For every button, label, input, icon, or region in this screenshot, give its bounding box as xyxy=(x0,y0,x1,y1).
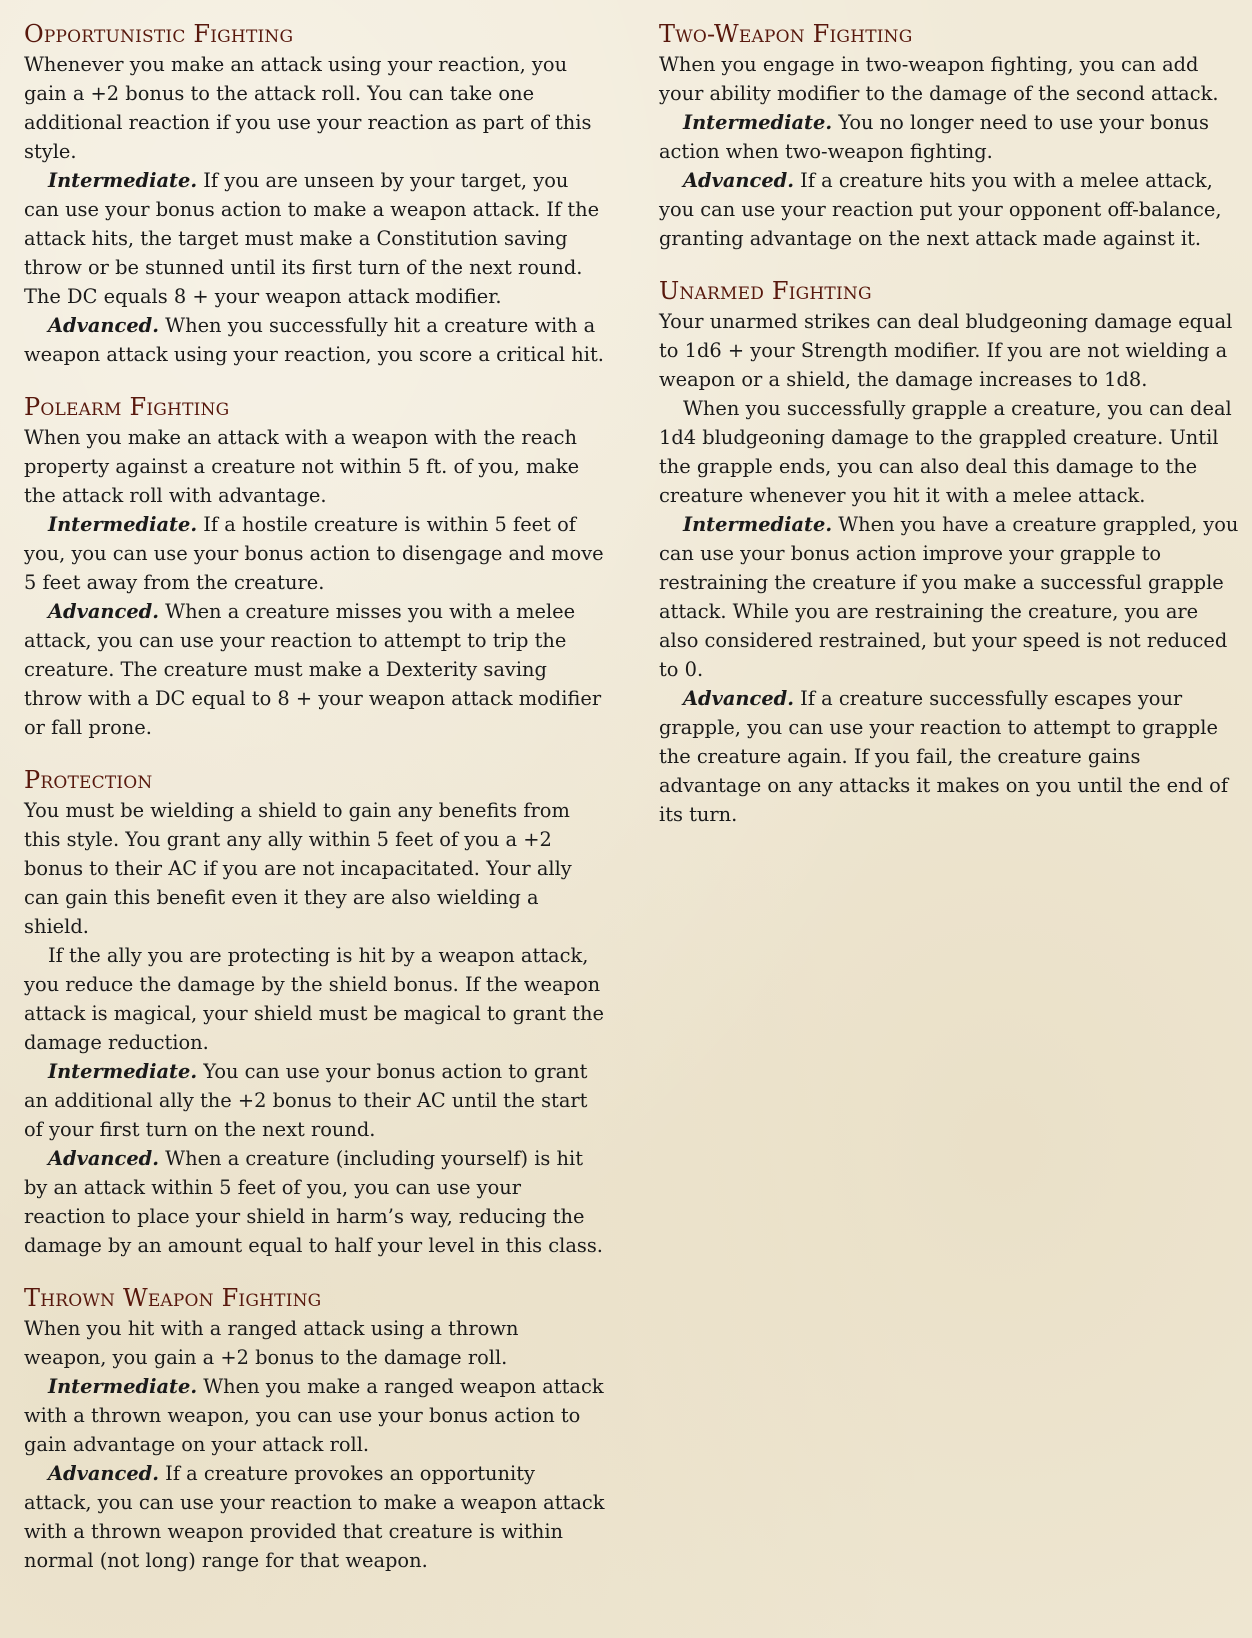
intermediate-label: Intermediate. xyxy=(683,513,833,536)
paragraph-text: When you have a creature grappled, you can use your bonus action improve your grapple to restraining the creature if you make a successful grapple attack. While you are restraining the creature, you are also considered restrained, but your speed is not reduced to 0. xyxy=(659,513,1239,681)
paragraph: When you make an attack with a weapon with the reach property against a creature not within 5 ft. of you, make the attack roll with advantage. xyxy=(24,426,580,507)
paragraph-text: If a creature successfully escapes your grapple, you can use your reaction to attempt to grapple the creature again. If you fail, the creature gains advantage on any attacks it makes on you until the end of its turn. xyxy=(659,687,1229,826)
section-two-weapon-fighting xyxy=(659,18,1241,253)
advanced-label: Advanced. xyxy=(683,687,794,710)
intermediate-paragraph xyxy=(659,108,1241,166)
paragraph-text: If a hostile creature is within 5 feet of you, you can use your bonus action to disengage and move 5 feet away from the creature. xyxy=(24,513,604,594)
advanced-paragraph xyxy=(24,1144,606,1260)
section-opportunistic-fighting xyxy=(24,18,606,369)
advanced-label: Advanced. xyxy=(48,1147,159,1170)
advanced-paragraph xyxy=(659,684,1241,829)
paragraph-text: If a creature hits you with a melee attack, you can use your reaction put your opponent off-balance, granting advantage on the next attack made against it. xyxy=(659,169,1222,250)
section-heading: Protection xyxy=(24,766,153,794)
intermediate-paragraph xyxy=(24,166,606,311)
paragraph: Whenever you make an attack using your reaction, you gain a +2 bonus to the attack roll. You can take one additional reaction if you use your reaction as part of this style. xyxy=(24,53,592,163)
paragraph-text: When a creature (including yourself) is hit by an attack within 5 feet of you, you can use your reaction to place your shield in harm’s way, reducing the damage by an amount equal to half your level in this class. xyxy=(24,1147,603,1257)
advanced-label: Advanced. xyxy=(48,314,159,337)
paragraph-text: If you are unseen by your target, you can use your bonus action to make a weapon attack. If the attack hits, the target must make a Constitution saving throw or be stunned until its first turn of the next round. The DC equals 8 + your weapon attack modifier. xyxy=(24,169,600,308)
advanced-paragraph xyxy=(24,597,606,742)
section-heading: Unarmed Fighting xyxy=(659,277,872,305)
paragraph: When you hit with a ranged attack using a thrown weapon, you gain a +2 bonus to the damage roll. xyxy=(24,1317,519,1369)
intermediate-label: Intermediate. xyxy=(48,1060,198,1083)
intermediate-label: Intermediate. xyxy=(48,169,198,192)
paragraph-text: When you successfully hit a creature with a weapon attack using your reaction, you score a critical hit. xyxy=(24,314,604,366)
intermediate-paragraph xyxy=(659,510,1241,684)
right-column xyxy=(659,18,1241,851)
paragraph: If the ally you are protecting is hit by a weapon attack, you reduce the damage by the shield bonus. If the weapon attack is magical, your shield must be magical to grant the damage reduction. xyxy=(24,944,605,1054)
section-heading: Two-Weapon Fighting xyxy=(659,20,913,48)
advanced-label: Advanced. xyxy=(683,169,794,192)
paragraph: When you engage in two-weapon fighting, you can add your ability modifier to the damage of the second attack. xyxy=(659,53,1219,105)
intermediate-label: Intermediate. xyxy=(48,513,198,536)
paragraph-text: If a creature provokes an opportunity attack, you can use your reaction to make a weapon attack with a thrown weapon provided that creature is within normal (not long) range for that weapon. xyxy=(24,1462,605,1572)
advanced-paragraph xyxy=(24,1459,606,1575)
paragraph: When you successfully grapple a creature, you can deal 1d4 bludgeoning damage to the grappled creature. Until the grapple ends, you can also deal this damage to the creature whenever you hit it with a melee attack. xyxy=(659,397,1232,507)
intermediate-paragraph xyxy=(24,1057,606,1144)
section-unarmed-fighting xyxy=(659,275,1241,829)
section-protection xyxy=(24,764,606,1260)
paragraph: You must be wielding a shield to gain any benefits from this style. You grant any ally within 5 feet of you a +2 bonus to their AC if you are not incapacitated. Your ally can gain this benefit even it they are also wielding a shield. xyxy=(24,799,572,938)
section-heading: Opportunistic Fighting xyxy=(24,20,294,48)
intermediate-paragraph xyxy=(24,1372,606,1459)
paragraph-text: You no longer need to use your bonus action when two-weapon fighting. xyxy=(659,111,1209,163)
advanced-label: Advanced. xyxy=(48,1462,159,1485)
paragraph-text: When a creature misses you with a melee attack, you can use your reaction to attempt to trip the creature. The creature must make a Dexterity saving throw with a DC equal to 8 + your weapon attack modifier or fall prone. xyxy=(24,600,602,739)
section-heading: Thrown Weapon Fighting xyxy=(24,1284,322,1312)
intermediate-paragraph xyxy=(24,510,606,597)
section-heading: Polearm Fighting xyxy=(24,393,230,421)
intermediate-label: Intermediate. xyxy=(683,111,833,134)
intermediate-label: Intermediate. xyxy=(48,1375,198,1398)
section-polearm-fighting xyxy=(24,391,606,742)
paragraph-text: When you make a ranged weapon attack with a thrown weapon, you can use your bonus action to gain advantage on your attack roll. xyxy=(24,1375,604,1456)
advanced-paragraph xyxy=(659,166,1241,253)
paragraph: Your unarmed strikes can deal bludgeoning damage equal to 1d6 + your Strength modifier. If you are not wielding a weapon or a shield, the damage increases to 1d8. xyxy=(659,310,1233,391)
paragraph-text: You can use your bonus action to grant an additional ally the +2 bonus to their AC until the start of your first turn on the next round. xyxy=(24,1060,588,1141)
left-column xyxy=(24,18,606,1597)
section-thrown-weapon-fighting xyxy=(24,1282,606,1575)
advanced-paragraph xyxy=(24,311,606,369)
advanced-label: Advanced. xyxy=(48,600,159,623)
